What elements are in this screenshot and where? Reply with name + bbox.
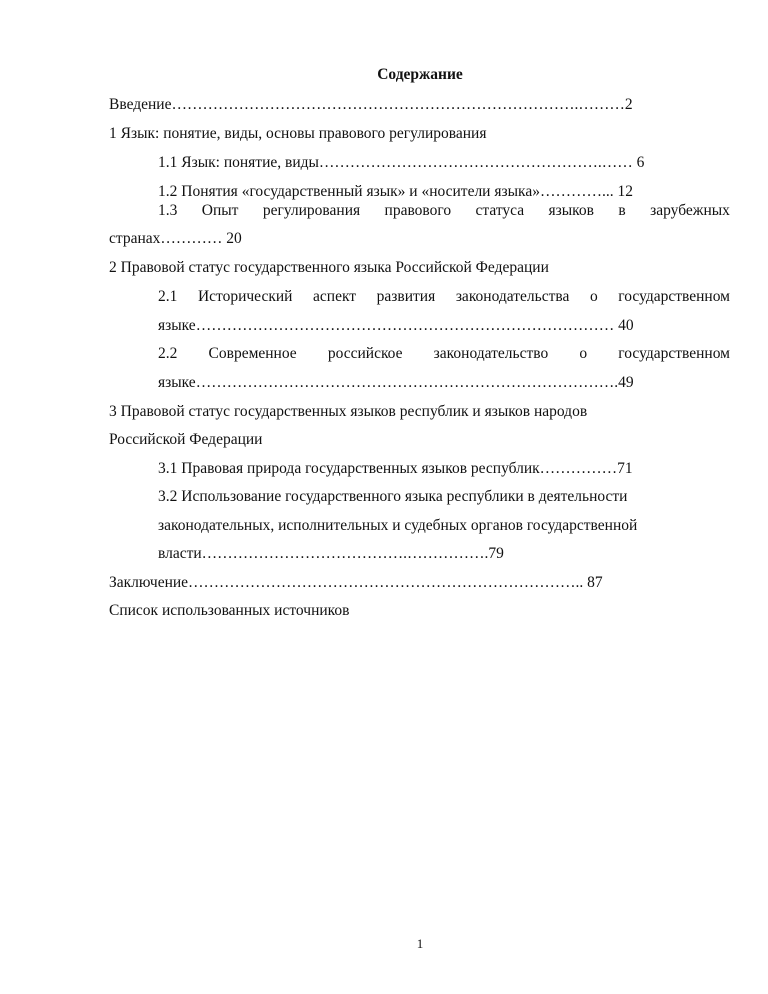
toc-word: о bbox=[579, 345, 588, 362]
toc-word: 2.2 bbox=[158, 345, 178, 362]
toc-entry-1-3-continuation: странах………… 20 bbox=[109, 230, 242, 247]
toc-entry-1-3 bbox=[158, 201, 730, 221]
toc-word: Исторический bbox=[197, 288, 293, 305]
toc-entry-chapter-1: 1 Язык: понятие, виды, основы правового регулирования bbox=[109, 125, 487, 142]
toc-entry-intro: Введение…………………………………………………………………….………2 bbox=[109, 96, 633, 113]
toc-entry-sources: Список использованных источников bbox=[109, 602, 350, 619]
toc-word: Опыт bbox=[201, 202, 239, 219]
toc-entry-1-1: 1.1 Язык: понятие, виды……………………………………………….…… 6 bbox=[158, 154, 645, 171]
toc-word: правового bbox=[384, 202, 452, 219]
toc-word: о bbox=[589, 288, 598, 305]
toc-word: в bbox=[618, 202, 626, 219]
toc-word: зарубежных bbox=[650, 202, 730, 219]
toc-word: статуса bbox=[475, 202, 525, 219]
toc-entry-2-1 bbox=[158, 287, 730, 307]
toc-entry-3-1: 3.1 Правовая природа государственных языков республик……………71 bbox=[158, 460, 633, 477]
toc-word: законодательства bbox=[455, 288, 570, 305]
toc-entry-2-2-continuation: языке……………………………………………………………………….49 bbox=[158, 374, 634, 391]
toc-word: российское bbox=[327, 345, 403, 362]
toc-entry-conclusion: Заключение………………………………………………………………….. 87 bbox=[109, 574, 603, 591]
page-number: 1 bbox=[416, 936, 424, 951]
toc-word: 2.1 bbox=[158, 288, 178, 305]
toc-entry-1-2: 1.2 Понятия «государственный язык» и «носители языка»…………... 12 bbox=[158, 183, 633, 200]
toc-word: регулирования bbox=[262, 202, 361, 219]
toc-entry-3-2-continuation: власти………………………………….…………….79 bbox=[158, 545, 504, 562]
toc-word: 1.3 bbox=[158, 202, 178, 219]
toc-word: Современное bbox=[208, 345, 297, 362]
toc-entry-chapter-2: 2 Правовой статус государственного языка Российской Федерации bbox=[109, 259, 549, 276]
toc-entry-chapter-3: 3 Правовой статус государственных языков республик и языков народов bbox=[109, 403, 588, 420]
toc-word: аспект bbox=[313, 288, 357, 305]
toc-entry-2-1-continuation: языке……………………………………………………………………… 40 bbox=[158, 317, 634, 334]
toc-entry-chapter-3-continuation: Российской Федерации bbox=[109, 431, 263, 448]
toc-word: языков bbox=[548, 202, 594, 219]
toc-entry-3-2-continuation: законодательных, исполнительных и судебных органов государственной bbox=[158, 517, 638, 534]
toc-word: государственном bbox=[618, 345, 730, 362]
toc-entry-3-2: 3.2 Использование государственного языка республики в деятельности bbox=[158, 488, 628, 505]
toc-word: развития bbox=[376, 288, 436, 305]
toc-word: государственном bbox=[618, 288, 730, 305]
page-title: Содержание bbox=[377, 66, 463, 83]
toc-entry-2-2 bbox=[158, 344, 730, 364]
toc-word: законодательство bbox=[433, 345, 549, 362]
